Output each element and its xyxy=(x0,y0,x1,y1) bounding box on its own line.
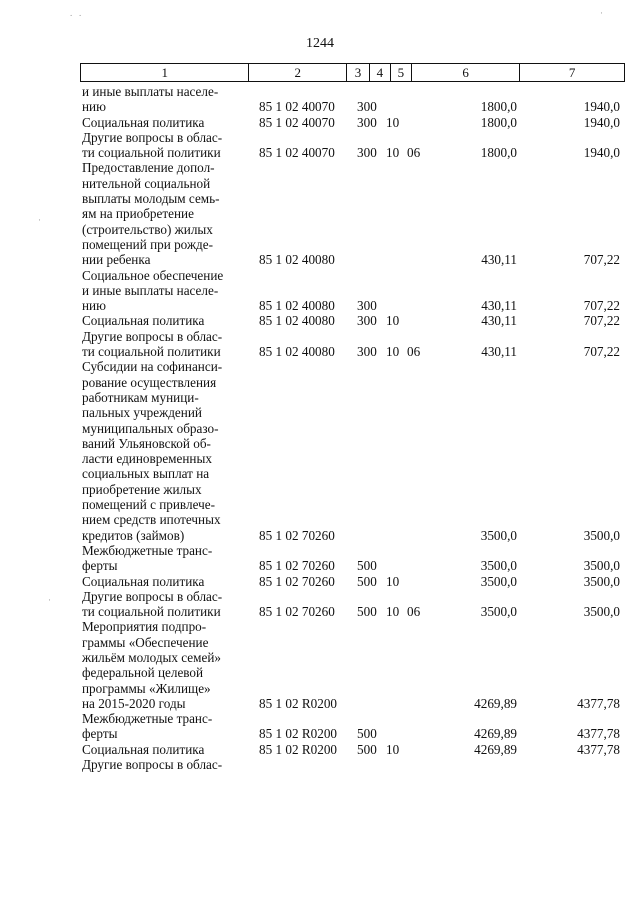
description-line: Социальная политика xyxy=(82,114,205,130)
amount-col-7: 3500,0 xyxy=(583,573,620,589)
amount-col-7: 4377,78 xyxy=(577,726,620,742)
section: 10 xyxy=(386,145,400,161)
description-line: Другие вопросы в облас- xyxy=(82,129,223,145)
budget-code: 85 1 02 R0200 xyxy=(259,741,338,757)
description-line: нительной социальной xyxy=(82,175,211,191)
amount-col-7: 707,22 xyxy=(583,252,620,268)
description-line: кредитов (займов) xyxy=(82,527,185,543)
page-number: 1244 xyxy=(306,36,334,51)
expense-type: 500 xyxy=(357,558,377,574)
description-line: работникам муници- xyxy=(82,389,199,405)
scan-speck: · xyxy=(600,8,603,18)
header-col-2: 2 xyxy=(249,64,347,81)
amount-col-7: 3500,0 xyxy=(583,558,620,574)
subsection: 06 xyxy=(407,145,421,161)
amount-col-7: 1940,0 xyxy=(583,145,620,161)
description-line: на 2015-2020 годы xyxy=(82,695,186,711)
table-row xyxy=(0,115,640,130)
description-line: приобретение жилых xyxy=(82,481,202,497)
description-line: нии ребенка xyxy=(82,252,151,268)
amount-col-6: 4269,89 xyxy=(474,726,517,742)
description-line: ваний Ульяновской об- xyxy=(82,435,211,451)
description-line: и иные выплаты населе- xyxy=(82,282,219,298)
description-line: Социальное обеспечение xyxy=(82,267,224,283)
expense-type: 300 xyxy=(357,298,377,314)
description-line: ти социальной политики xyxy=(82,344,221,360)
description-line: Мероприятия подпро- xyxy=(82,619,207,635)
row-description xyxy=(82,130,248,161)
description-line: ям на приобретение xyxy=(82,206,194,222)
row-description xyxy=(82,742,248,757)
subsection: 06 xyxy=(407,344,421,360)
table-row xyxy=(0,359,640,543)
description-line: Социальная политика xyxy=(82,573,205,589)
amount-col-6: 430,11 xyxy=(481,298,517,314)
scan-speck: · xyxy=(38,215,41,225)
amount-col-6: 4269,89 xyxy=(474,695,517,711)
description-line: граммы «Обеспечение xyxy=(82,634,209,650)
table-header xyxy=(80,63,625,82)
description-line: ласти единовременных xyxy=(82,451,212,467)
description-line: ферты xyxy=(82,558,118,574)
budget-code: 85 1 02 70260 xyxy=(259,558,335,574)
header-col-7: 7 xyxy=(568,65,576,80)
table-row xyxy=(0,329,640,360)
header-col-1: 1 xyxy=(81,64,249,81)
amount-col-6: 3500,0 xyxy=(480,558,517,574)
description-line: Межбюджетные транс- xyxy=(82,542,213,558)
description-line: выплаты молодым семь- xyxy=(82,191,220,207)
amount-col-7: 1940,0 xyxy=(583,99,620,115)
header-col-4: 4 xyxy=(370,64,391,81)
table-row xyxy=(0,84,640,115)
amount-col-6: 3500,0 xyxy=(480,604,517,620)
scan-speck: . . xyxy=(70,8,82,18)
expense-type: 300 xyxy=(357,99,377,115)
amount-col-6: 3500,0 xyxy=(480,527,517,543)
section: 10 xyxy=(386,604,400,620)
table-row xyxy=(0,543,640,574)
description-line: (строительство) жилых xyxy=(82,221,213,237)
table-row xyxy=(0,313,640,328)
row-description xyxy=(82,115,248,130)
amount-col-6: 430,11 xyxy=(481,313,517,329)
budget-code: 85 1 02 40080 xyxy=(259,298,335,314)
budget-code: 85 1 02 40070 xyxy=(259,145,335,161)
amount-col-7: 4377,78 xyxy=(577,695,620,711)
description-line: нием средств ипотечных xyxy=(82,512,221,528)
amount-col-7: 4377,78 xyxy=(577,741,620,757)
header-col-6: 6 xyxy=(412,64,521,81)
row-description xyxy=(82,574,248,589)
description-line: Другие вопросы в облас- xyxy=(82,757,223,773)
amount-col-7: 3500,0 xyxy=(583,604,620,620)
row-description xyxy=(82,589,248,620)
amount-col-6: 3500,0 xyxy=(480,573,517,589)
expense-type: 300 xyxy=(357,313,377,329)
description-line: федеральной целевой xyxy=(82,665,204,681)
section: 10 xyxy=(386,114,400,130)
budget-code: 85 1 02 70260 xyxy=(259,604,335,620)
table-row xyxy=(0,757,640,772)
amount-col-7: 707,22 xyxy=(583,344,620,360)
row-description xyxy=(82,543,248,574)
description-line: жильём молодых семей» xyxy=(82,649,221,665)
budget-code: 85 1 02 70260 xyxy=(259,573,335,589)
description-line: ферты xyxy=(82,726,118,742)
description-line: Социальная политика xyxy=(82,741,205,757)
row-description xyxy=(82,268,248,314)
budget-code: 85 1 02 40080 xyxy=(259,252,335,268)
table-row xyxy=(0,711,640,742)
budget-code: 85 1 02 40070 xyxy=(259,99,335,115)
expense-type: 300 xyxy=(357,145,377,161)
description-line: и иные выплаты населе- xyxy=(82,84,219,99)
budget-code: 85 1 02 40080 xyxy=(259,344,335,360)
row-description xyxy=(82,329,248,360)
row-description xyxy=(82,84,248,115)
amount-col-6: 430,11 xyxy=(481,252,517,268)
row-description xyxy=(82,359,248,543)
table-row xyxy=(0,589,640,620)
table-row xyxy=(0,742,640,757)
section: 10 xyxy=(386,741,400,757)
description-line: нию xyxy=(82,99,106,115)
description-line: нию xyxy=(82,298,106,314)
amount-col-7: 3500,0 xyxy=(583,527,620,543)
description-line: Социальная политика xyxy=(82,313,205,329)
expense-type: 500 xyxy=(357,741,377,757)
row-description xyxy=(82,711,248,742)
description-line: рование осуществления xyxy=(82,374,217,390)
expense-type: 500 xyxy=(357,726,377,742)
expense-type: 500 xyxy=(357,573,377,589)
budget-code: 85 1 02 R0200 xyxy=(259,695,338,711)
budget-code: 85 1 02 40070 xyxy=(259,114,335,130)
scan-speck: · xyxy=(48,595,51,605)
description-line: муниципальных образо- xyxy=(82,420,219,436)
amount-col-6: 430,11 xyxy=(481,344,517,360)
budget-code: 85 1 02 R0200 xyxy=(259,726,338,742)
description-line: ти социальной политики xyxy=(82,604,221,620)
table-row xyxy=(0,619,640,711)
description-line: Предоставление допол- xyxy=(82,160,215,176)
description-line: помещений при рожде- xyxy=(82,236,214,252)
description-line: ти социальной политики xyxy=(82,145,221,161)
section: 10 xyxy=(386,313,400,329)
description-line: помещений с привлече- xyxy=(82,497,215,513)
table-body xyxy=(0,84,640,772)
row-description xyxy=(82,313,248,328)
amount-col-6: 1800,0 xyxy=(480,114,517,130)
budget-code: 85 1 02 70260 xyxy=(259,527,335,543)
budget-code: 85 1 02 40080 xyxy=(259,313,335,329)
table-row xyxy=(0,268,640,314)
section: 10 xyxy=(386,573,400,589)
row-description xyxy=(82,160,248,267)
description-line: Субсидии на софинанси- xyxy=(82,359,223,375)
expense-type: 300 xyxy=(357,114,377,130)
amount-col-6: 1800,0 xyxy=(480,145,517,161)
amount-col-7: 1940,0 xyxy=(583,114,620,130)
description-line: Межбюджетные транс- xyxy=(82,711,213,727)
amount-col-6: 4269,89 xyxy=(474,741,517,757)
table-row xyxy=(0,574,640,589)
row-description xyxy=(82,619,248,711)
header-col-5: 5 xyxy=(391,64,412,81)
row-description xyxy=(82,757,248,772)
description-line: Другие вопросы в облас- xyxy=(82,588,223,604)
table-row xyxy=(0,130,640,161)
description-line: Другие вопросы в облас- xyxy=(82,328,223,344)
description-line: социальных выплат на xyxy=(82,466,210,482)
description-line: пальных учреждений xyxy=(82,405,202,421)
subsection: 06 xyxy=(407,604,421,620)
expense-type: 300 xyxy=(357,344,377,360)
section: 10 xyxy=(386,344,400,360)
amount-col-7: 707,22 xyxy=(583,313,620,329)
expense-type: 500 xyxy=(357,604,377,620)
amount-col-7: 707,22 xyxy=(583,298,620,314)
description-line: программы «Жилище» xyxy=(82,680,211,696)
header-col-3: 3 xyxy=(347,64,370,81)
amount-col-6: 1800,0 xyxy=(480,99,517,115)
table-row xyxy=(0,160,640,267)
